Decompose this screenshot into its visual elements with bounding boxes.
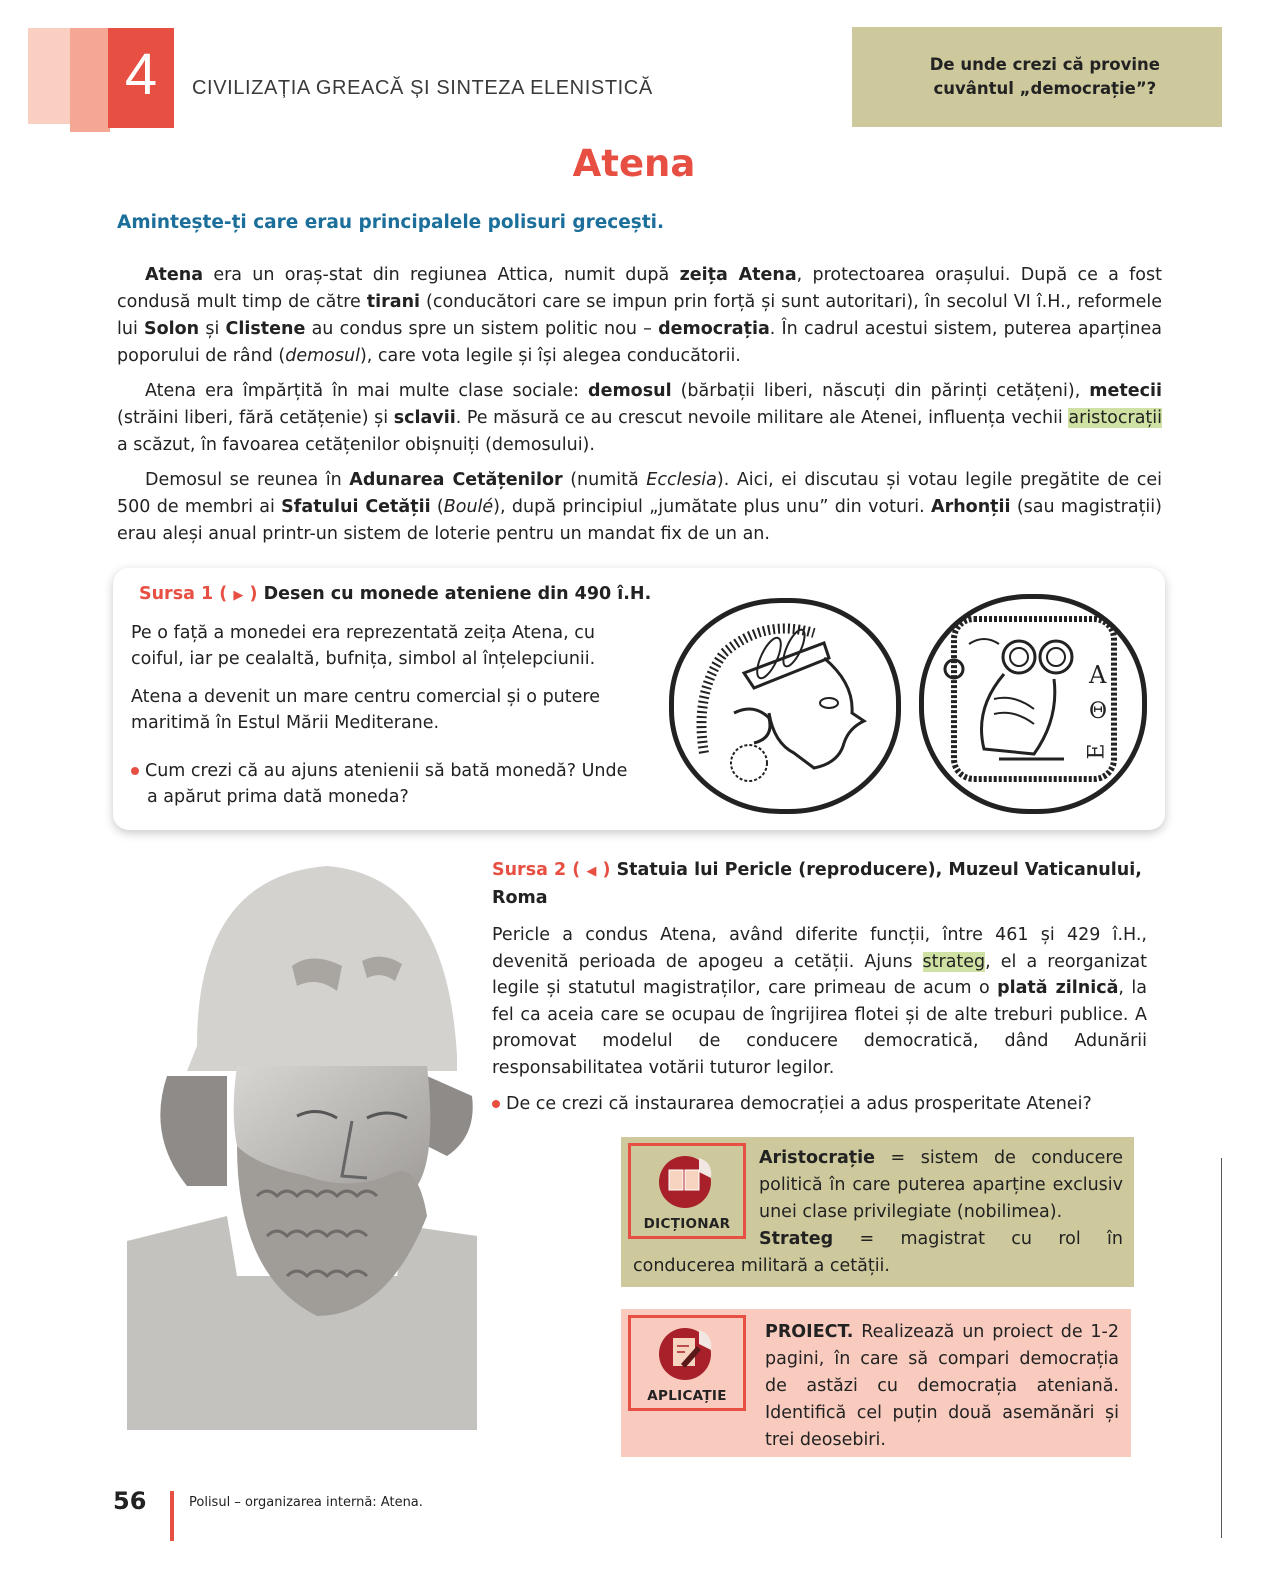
source-label: ) [602,860,611,880]
question-text: De ce crezi că instaurarea democrației a adus prosperitate Atenei? [506,1094,1092,1114]
question-text: Cum crezi că au ajuns atenienii să bată monedă? Unde a apărut prima dată moneda? [145,761,628,807]
term-italic: demosul [285,346,360,366]
margin-divider [1221,1158,1222,1538]
source-1-card [113,568,1165,830]
arrow-left-icon: ◀ [586,864,597,879]
term: Aristocrație [759,1148,876,1168]
term: demosul [588,381,672,401]
text: Demosul se reunea în [145,470,350,490]
text: , la fel ca aceia care se ocupau de îngrijirea flotei și de alte treburi publice. A promovat modelul de conducere democratică, dând Adunării responsabilitatea votării tuturor legilor. [492,978,1147,1078]
bullet-icon [131,767,139,775]
text: a scăzut, în favoarea cetățenilor obișnuiți (demosului). [117,435,595,455]
text: . În cadrul acestui sistem, puterea aparținea poporului de rând ( [117,319,1162,366]
intro-question-line: cuvântul „democrație”? [933,79,1157,98]
text: (conducători care se impun prin forță și sunt autoritari), în secolul VI î.H., reformele lui [117,292,1162,339]
book-icon [655,1152,719,1210]
term: Strateg [759,1229,834,1249]
source-1-question [131,758,637,810]
project-lead: PROIECT. [765,1322,854,1342]
application-text [765,1319,1119,1454]
source-label: Sursa 2 ( [492,860,581,880]
term: Solon [144,319,200,339]
source-label: ) [249,584,258,604]
chapter-badge [108,28,174,128]
project-text: Realizează un proiect de 1-2 pagini, în care să compari democrația de astăzi cu democrația ateniană. Identifică cel puțin două asemănări și trei deosebiri. [765,1322,1119,1450]
text: ), care vota legile și își alegea conducătorii. [359,346,741,366]
source-1-text: Pe o față a monedei era reprezentată zeița Atena, cu coiful, iar pe cealaltă, bufnița, simbol al înțelepciunii. [131,623,596,669]
bullet-icon [492,1100,500,1108]
arrow-right-icon: ▶ [233,588,244,603]
text: ). Aici, ei discutau și votau legile pregătite de cei 500 de membri ai [117,470,1162,517]
chapter-flag-light [28,28,72,124]
footer-text: Polisul – organizarea internă: Atena. [189,1495,423,1510]
definition: = magistrat cu rol în conducerea militară a cetății. [633,1229,1123,1276]
definition: = sistem de conducere politică în care puterea aparține exclusiv unei clase privilegiate (nobilimea). [759,1148,1123,1222]
paragraph-3 [117,467,1162,548]
intro-question-line: De unde crezi că provine [929,55,1160,74]
pencil-paper-icon [655,1324,719,1382]
text: au condus spre un sistem politic nou – [305,319,659,339]
page-number: 56 [113,1487,147,1515]
text: (numită [562,470,647,490]
dictionary-entry-2 [633,1226,1123,1280]
glossary-highlight[interactable]: aristocrații [1068,408,1162,428]
text: (străini liberi, fără cetățenie) și [117,408,394,428]
source-2-text [492,922,1147,1081]
glossary-highlight[interactable]: strateg [922,951,986,972]
paragraph-2 [117,378,1162,459]
term: plată zilnică [997,978,1119,998]
source-title: Statuia lui Pericle (reproducere), Muzeul Vaticanului, Roma [492,860,1142,908]
term: zeița Atena [679,265,797,285]
text: (sau magistrații) erau aleși anual printr-un sistem de loterie pentru un mandat fix de un an. [117,497,1162,544]
dictionary-badge [628,1143,746,1239]
main-text [117,262,1162,556]
footer-divider [170,1491,174,1541]
term: Clistene [225,319,306,339]
coin-letter: Α [1089,661,1107,689]
chapter-title: CIVILIZAȚIA GREACĂ ȘI SINTEZA ELENISTICĂ [192,77,653,99]
dictionary-entry-1 [759,1145,1123,1226]
dictionary-label: DICȚIONAR [643,1216,731,1232]
intro-question-box [852,27,1222,127]
application-label: APLICAȚIE [647,1388,727,1404]
term: tirani [366,292,421,312]
coin-letter: Ε [1084,743,1110,760]
term: Arhonții [931,497,1011,517]
page-title: Atena [572,142,696,185]
term: Atena [145,265,204,285]
term: Sfatului Cetății [281,497,431,517]
source-1-text: Atena a devenit un mare centru comercial și o putere maritimă în Estul Mării Mediterane. [131,687,600,733]
dictionary-box [621,1137,1134,1287]
text: era un oraș-stat din regiunea Attica, numit după [203,265,680,285]
recall-prompt: Amintește-ți care erau principalele polisuri grecești. [117,212,665,233]
chapter-flag-mid [70,28,110,132]
intro-question [930,53,1160,101]
source-label: Sursa 1 ( [139,584,228,604]
application-box [621,1309,1131,1457]
term: sclavii [393,408,456,428]
pericles-bust-icon [127,856,503,1430]
text: , protectoarea orașului. După ce a fost condusă mult timp de către [117,265,1162,312]
text: ( [430,497,444,517]
term-italic: Boulé [443,497,494,517]
text: Pericle a condus Atena, având diferite funcții, între 461 și 429 î.H., devenită perioada de apogeu a cetății. Ajuns [492,925,1147,972]
source-title: Desen cu monede ateniene din 490 î.H. [263,584,652,604]
coin-letter: Θ [1089,699,1108,724]
text: ), după principiul „jumătate plus unu” din voturi. [493,497,932,517]
source-2-heading [492,857,1152,912]
pericles-statue-image [127,856,503,1430]
source-1-heading [139,584,651,604]
paragraph-1 [117,262,1162,370]
athena-head-icon [674,603,886,799]
term-italic: Ecclesia [646,470,717,490]
term: metecii [1089,381,1162,401]
text: (bărbații liberi, născuți din părinți cetățeni), [671,381,1090,401]
coin-owl-image [919,594,1147,814]
chapter-number: 4 [124,42,158,107]
text: . Pe măsură ce au crescut nevoile militare ale Atenei, influența vechii [455,408,1069,428]
source-2 [492,857,1152,1117]
coin-athena-image [669,598,901,814]
text: , el a reorganizat legile și statutul magistraților, care primeau de acum o [492,951,1147,998]
text: și [199,319,226,339]
source-2-question [492,1091,1152,1117]
text: Atena era împărțită în mai multe clase sociale: [145,381,589,401]
term: Adunarea Cetățenilor [349,470,563,490]
application-badge [628,1315,746,1411]
term: democrația [658,319,770,339]
